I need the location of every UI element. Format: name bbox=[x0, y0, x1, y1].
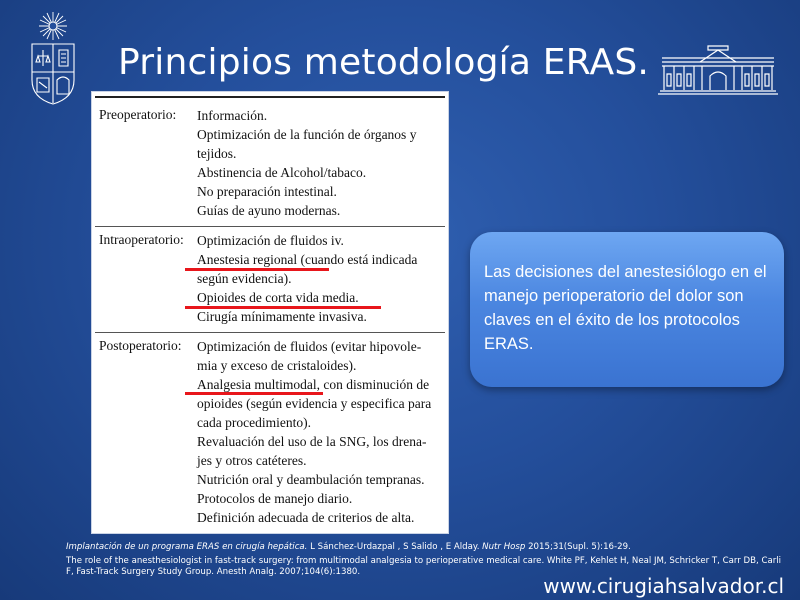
reference-1-journal: Nutr Hosp bbox=[479, 542, 526, 552]
callout-text: Las decisiones del anestesiólogo en el manejo perioperatorio del dolor son claves en el éxito de los protocolos ERAS. bbox=[484, 263, 767, 353]
table-item: Optimización de fluidos iv. bbox=[197, 233, 344, 248]
table-item: Abstinencia de Alcohol/tabaco. bbox=[197, 165, 367, 180]
table-item: No preparación intestinal. bbox=[197, 184, 337, 199]
table-item: mia y exceso de cristaloides). bbox=[197, 358, 357, 373]
slide-title: Principios metodología ERAS. bbox=[118, 42, 650, 83]
reference-1-citation: 2015;31(Supl. 5):16-29. bbox=[525, 542, 631, 552]
table-item: Optimización de la función de órganos y bbox=[197, 127, 417, 142]
table-item: Optimización de fluidos (evitar hipovole- bbox=[197, 339, 422, 354]
section-divider bbox=[95, 226, 445, 227]
callout-box bbox=[470, 232, 784, 387]
table-item: tejidos. bbox=[197, 146, 237, 161]
table-item: jes y otros catéteres. bbox=[197, 453, 307, 468]
table-item: Nutrición oral y deambulación tempranas. bbox=[197, 472, 425, 487]
table-item: Cirugía mínimamente invasiva. bbox=[197, 309, 367, 324]
table-item: opioides (según evidencia y especifica para bbox=[197, 396, 432, 411]
eras-principles-table bbox=[92, 92, 448, 533]
reference-2: The role of the anesthesiologist in fast-track surgery: from multimodal analgesia to perioperative medical care. White PF, Kehlet H, Neal JM, Schricker T, Carr DB, Carli F, Fast-Track Surgery Study Group. Anesth Analg. 2007;104(6):1380. bbox=[66, 556, 782, 577]
section-label-postoperatorio: Postoperatorio: bbox=[99, 338, 182, 353]
table-item: Revaluación del uso de la SNG, los drena- bbox=[197, 434, 427, 449]
table-item: Opioides de corta vida media. bbox=[197, 290, 359, 305]
section-divider bbox=[95, 332, 445, 333]
section-label-intraoperatorio: Intraoperatorio: bbox=[99, 232, 184, 247]
table-item: Definición adecuada de criterios de alta. bbox=[197, 510, 415, 525]
table-item: según evidencia). bbox=[197, 271, 292, 286]
section-label-preoperatorio: Preoperatorio: bbox=[99, 107, 177, 122]
website-url: www.cirugiahsalvador.cl bbox=[543, 574, 784, 598]
table-item: Anestesia regional (cuando está indicada bbox=[197, 252, 418, 267]
university-seal-logo bbox=[26, 10, 80, 106]
table-top-rule bbox=[95, 96, 445, 98]
table-item: Analgesia multimodal, con disminución de bbox=[197, 377, 430, 392]
table-item: Información. bbox=[197, 108, 268, 123]
building-icon bbox=[656, 44, 780, 96]
reference-1-authors: L Sánchez-Urdazpal , S Salido , E Alday. bbox=[307, 542, 480, 552]
reference-1 bbox=[66, 542, 631, 552]
table-item: cada procedimiento). bbox=[197, 415, 311, 430]
table-item: Guías de ayuno modernas. bbox=[197, 203, 341, 218]
table-item: Protocolos de manejo diario. bbox=[197, 491, 353, 506]
reference-1-title: Implantación de un programa ERAS en cirugía hepática. bbox=[66, 542, 308, 552]
